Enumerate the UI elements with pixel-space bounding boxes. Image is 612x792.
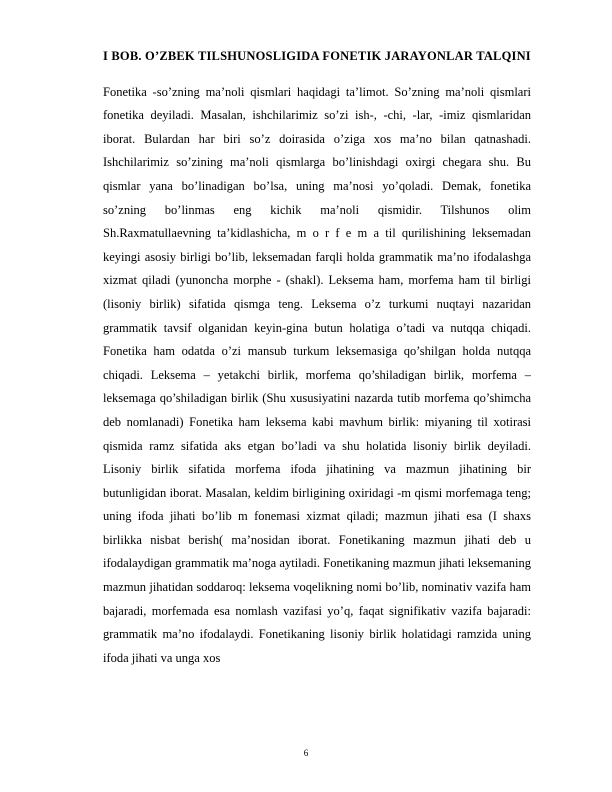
page-number: 6 <box>303 748 309 758</box>
body-paragraph: Fonetika -so’zning ma’noli qismlari haqidagi ta’limot. So’zning ma’noli qismlari fonetika deyiladi. Masalan, ishchilarimiz so’zi ish-, -chi, -lar, -imiz qismlaridan iborat. Bulardan har biri so’z doirasida o’ziga xos ma’no bilan qatnashadi. Ishchilarimiz so’zining ma’noli qismlarga bo’linishdagi oxirgi chegara shu. Bu qismlar yana bo’linadigan bo’lsa, uning ma’nosi yo’qoladi. Demak, fonetika so’zning bo’linmas eng kichik ma’noli qismidir. Tilshunos olim Sh.Raxmatullaevning ta’kidlashicha, m o r f e m a til qurilishining leksemadan keyingi asosiy birligi bo’lib, leksemadan farqli holda grammatik ma’no ifodalashga xizmat qiladi (yunoncha morphe - (shakl). Leksema ham, morfema ham til birligi (lisoniy birlik) sifatida qismga teng. Leksema o’z turkumi nuqtayi nazaridan grammatik tavsif olganidan keyin-gina butun holatiga o’tadi va nutqqa chiqadi. Fonetika ham odatda o’zi mansub turkum leksemasiga qo’shilgan holda nutqqa chiqadi. Leksema – yetakchi birlik, morfema qo’shiladigan birlik, morfema – leksemaga qo’shiladigan birlik (Shu xususiyatini nazarda tutib morfema qo’shimcha deb nomlanadi) Fonetika ham leksema kabi mavhum birlik: miyaning til xotirasi qismida ramz sifatida aks etgan bo’ladi va shu holatida lisoniy birlik deyiladi. Lisoniy birlik sifatida morfema ifoda jihatining va mazmun jihatining bir butunligidan iborat. Masalan, keldim birligining oxiridagi -m qismi morfemaga teng; uning ifoda jihati bo’lib m fonemasi xizmat qiladi; mazmun jihati esa (I shaxs birlikka nisbat berish( ma’nosidan iborat. Fonetikaning mazmun jihati deb u ifodalaydigan grammatik ma’noga aytiladi. Fonetikaning mazmun jihati leksemaning mazmun jihatidan soddaroq: leksema voqelikning nomi bo’lib, nominativ vazifa ham bajaradi, morfemada esa nomlash vazifasi yo’q, faqat signifikativ vazifa bajaradi: grammatik ma’no ifodalaydi. Fonetikaning lisoniy birlik holatidagi ramzida uning ifoda jihati va unga xos <box>103 84 531 665</box>
chapter-title: I BOB. O’ZBEK TILSHUNOSLIGIDA FONETIK JARAYONLAR TALQINI <box>103 49 531 63</box>
document-page <box>103 45 531 713</box>
